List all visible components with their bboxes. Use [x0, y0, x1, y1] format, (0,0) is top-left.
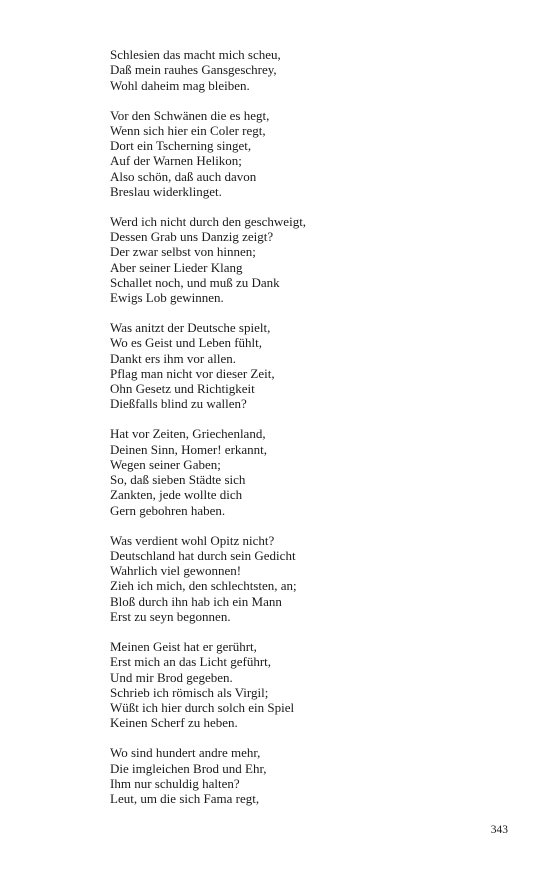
- poem-line: Zankten, jede wollte dich: [110, 487, 243, 503]
- poem-line: Schallet noch, und muß zu Dank: [110, 274, 280, 290]
- poem-line: Aber seiner Lieder Klang: [110, 259, 243, 275]
- poem-line: Auf der Warnen Helikon;: [110, 153, 242, 169]
- poem-line: Pflag man nicht vor dieser Zeit,: [110, 365, 275, 381]
- poem-line: Was anitzt der Deutsche spielt,: [110, 320, 271, 336]
- stanza: [110, 745, 510, 806]
- page-number: 343: [490, 824, 508, 836]
- poem-line: Breslau widerklinget.: [110, 183, 222, 199]
- stanza: [110, 533, 510, 625]
- stanza: [110, 320, 510, 412]
- poem-line: Wüßt ich hier durch solch ein Spiel: [110, 700, 295, 716]
- poem-line: Zieh ich mich, den schlechtsten, an;: [110, 578, 297, 594]
- stanza: [110, 47, 510, 93]
- poem-line: Dort ein Tscherning singet,: [110, 138, 252, 154]
- poem-line: Deinen Sinn, Homer! erkannt,: [110, 441, 268, 457]
- poem-line: Ewigs Lob gewinnen.: [110, 290, 224, 306]
- poem-line: Die imgleichen Brod und Ehr,: [110, 760, 267, 776]
- poem-line: Werd ich nicht durch den geschweigt,: [110, 213, 307, 229]
- poem-line: Meinen Geist hat er gerührt,: [110, 639, 257, 655]
- poem-line: Deutschland hat durch sein Gedicht: [110, 547, 296, 563]
- poem-line: Daß mein rauhes Gansgeschrey,: [110, 62, 277, 78]
- poem-line: Wo sind hundert andre mehr,: [110, 745, 261, 761]
- poem-line: Wohl daheim mag bleiben.: [110, 77, 250, 93]
- poem-line: Was verdient wohl Opitz nicht?: [110, 532, 275, 548]
- poem-line: Wo es Geist und Leben fühlt,: [110, 335, 263, 351]
- stanza: [110, 108, 510, 200]
- poem-line: Dießfalls blind zu wallen?: [110, 396, 247, 412]
- poem-line: Ihm nur schuldig halten?: [110, 775, 240, 791]
- poem-line: Keinen Scherf zu heben.: [110, 715, 238, 731]
- poem-line: Bloß durch ihn hab ich ein Mann: [110, 593, 282, 609]
- stanza: [110, 426, 510, 518]
- poem-line: Leut, um die sich Fama regt,: [110, 791, 260, 807]
- poem-line: Dessen Grab uns Danzig zeigt?: [110, 229, 274, 245]
- poem-line: Erst mich an das Licht geführt,: [110, 654, 272, 670]
- poem-line: Hat vor Zeiten, Griechenland,: [110, 426, 266, 442]
- poem-line: Gern gebohren haben.: [110, 502, 226, 518]
- poem-line: Erst zu seyn begonnen.: [110, 608, 231, 624]
- stanza: [110, 639, 510, 731]
- poem-line: Wahrlich viel gewonnen!: [110, 563, 242, 579]
- poem-line: Wegen seiner Gaben;: [110, 456, 221, 472]
- poem-line: Dankt ers ihm vor allen.: [110, 350, 236, 366]
- poem-line: Und mir Brod gegeben.: [110, 669, 233, 685]
- poem-text: [110, 47, 510, 821]
- poem-line: Schlesien das macht mich scheu,: [110, 47, 281, 62]
- poem-line: Also schön, daß auch davon: [110, 168, 257, 184]
- poem-line: So, daß sieben Städte sich: [110, 472, 246, 488]
- poem-line: Der zwar selbst von hinnen;: [110, 244, 256, 260]
- poem-line: Ohn Gesetz und Richtigkeit: [110, 381, 255, 397]
- poem-line: Vor den Schwänen die es hegt,: [110, 107, 270, 123]
- stanza: [110, 214, 510, 306]
- poem-line: Schrieb ich römisch als Virgil;: [110, 684, 269, 700]
- poem-line: Wenn sich hier ein Coler regt,: [110, 122, 266, 138]
